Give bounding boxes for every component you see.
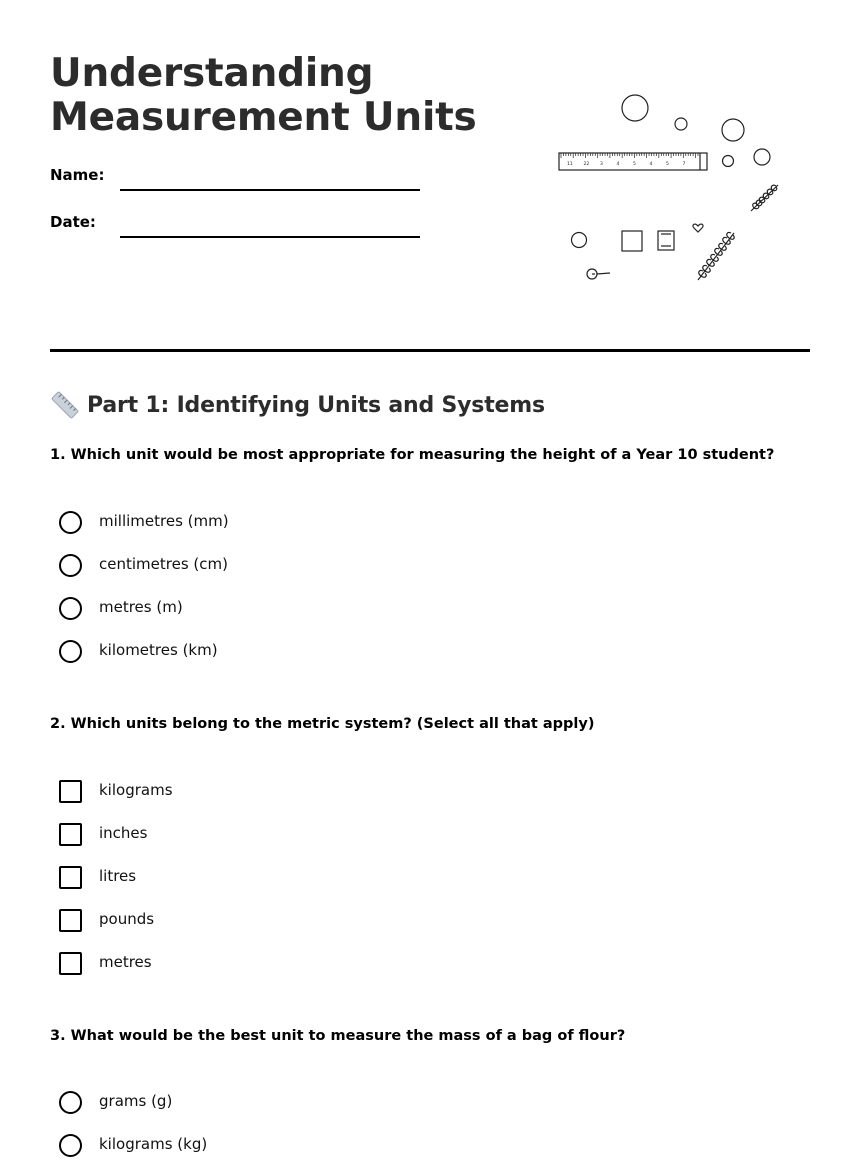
ruler-doodle-icon (559, 153, 707, 170)
checkbox[interactable] (59, 909, 82, 932)
checkbox[interactable] (59, 780, 82, 803)
ruler-number: 7 (682, 162, 686, 167)
option-label: litres (99, 867, 137, 885)
radio-button[interactable] (59, 640, 82, 663)
question-1-option[interactable] (59, 639, 559, 682)
date-label: Date: (50, 213, 96, 231)
phone-doodle-icon (658, 231, 674, 250)
option-label: pounds (99, 910, 155, 928)
radio-button[interactable] (59, 511, 82, 534)
question-2-option[interactable] (59, 865, 559, 908)
section-1-heading (50, 388, 545, 422)
title-line-1: Understanding (50, 51, 374, 96)
option-label: kilograms (kg) (99, 1135, 208, 1153)
question-2-option[interactable] (59, 951, 559, 994)
radio-button[interactable] (59, 554, 82, 577)
circle-doodle-icon (572, 233, 587, 248)
radio-button[interactable] (59, 597, 82, 620)
name-label: Name: (50, 166, 105, 184)
square-doodle-icon (622, 231, 642, 251)
date-field (50, 213, 430, 243)
question-2-options (59, 779, 559, 994)
date-blank-line[interactable] (120, 236, 420, 238)
question-1-option[interactable] (59, 596, 559, 639)
ruler-number: 3 (600, 162, 603, 167)
ruler-number: 22 (583, 162, 590, 167)
circle-doodle-icon (675, 118, 687, 130)
option-label: millimetres (mm) (99, 512, 229, 530)
name-field (50, 166, 430, 196)
question-1-option[interactable] (59, 510, 559, 553)
option-label: inches (99, 824, 148, 842)
option-label: metres (m) (99, 598, 183, 616)
checkbox[interactable] (59, 952, 82, 975)
option-label: kilometres (km) (99, 641, 218, 659)
ruler-number: 11 (567, 162, 573, 167)
ruler-number: 5 (666, 162, 669, 167)
ruler-number: 4 (616, 162, 620, 167)
circle-doodle-icon (722, 119, 744, 141)
circle-doodle-icon (723, 156, 734, 167)
option-label: kilograms (99, 781, 173, 799)
question-3-option[interactable] (59, 1133, 559, 1176)
question-3-options (59, 1090, 559, 1176)
worksheet-title (50, 52, 520, 140)
question-1-option[interactable] (59, 553, 559, 596)
question-1-text: 1. Which unit would be most appropriate for measuring the height of a Year 10 student? (50, 447, 775, 463)
header-divider (50, 349, 810, 352)
circle-doodle-icon (754, 149, 770, 165)
ruler-number: 4 (649, 162, 653, 167)
question-3-text: 3. What would be the best unit to measure the mass of a bag of flour? (50, 1028, 626, 1044)
option-label: grams (g) (99, 1092, 173, 1110)
question-2-option[interactable] (59, 779, 559, 822)
circle-doodle-icon (622, 95, 648, 121)
checkbox[interactable] (59, 866, 82, 889)
radio-button[interactable] (59, 1134, 82, 1157)
question-2-option[interactable] (59, 908, 559, 951)
heart-doodle-icon (693, 224, 703, 232)
question-3-option[interactable] (59, 1090, 559, 1133)
question-2-option[interactable] (59, 822, 559, 865)
option-label: centimetres (cm) (99, 555, 228, 573)
measurement-tools-doodle-icon (548, 88, 798, 288)
key-doodle-icon (587, 269, 610, 279)
radio-button[interactable] (59, 1091, 82, 1114)
checkbox[interactable] (59, 823, 82, 846)
section-1-title: Part 1: Identifying Units and Systems (87, 392, 545, 418)
question-2-text: 2. Which units belong to the metric system? (Select all that apply) (50, 716, 595, 732)
leaf-doodle-icon (751, 185, 778, 211)
title-line-2: Measurement Units (50, 95, 477, 140)
ruler-number: 5 (633, 162, 636, 167)
fern-doodle-icon (698, 232, 734, 280)
name-blank-line[interactable] (120, 189, 420, 191)
question-1-options (59, 510, 559, 682)
ruler-icon (50, 390, 80, 420)
option-label: metres (99, 953, 152, 971)
